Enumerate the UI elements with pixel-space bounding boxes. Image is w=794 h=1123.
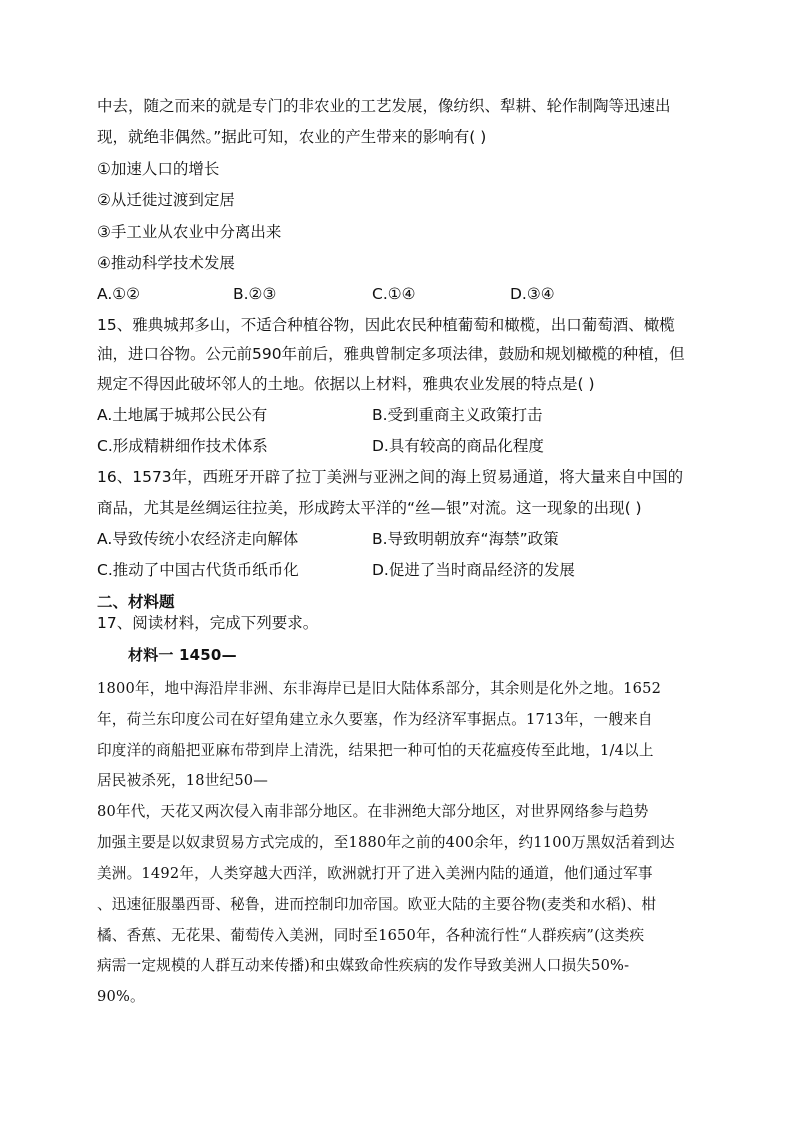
material-line-4: 居民被杀死，18世纪50— xyxy=(97,772,269,789)
q14-option-b[interactable]: B.②③ xyxy=(233,285,277,303)
material-line-5: 80年代，天花又两次侵入南非部分地区。在非洲绝大部分地区，对世界网络参与趋势 xyxy=(97,803,649,820)
q14-item-3: ③手工业从农业中分离出来 xyxy=(97,223,282,241)
q16-option-a[interactable]: A.导致传统小农经济走向解体 xyxy=(97,530,299,548)
q14-option-c[interactable]: C.①④ xyxy=(372,285,416,303)
material-line-3: 印度洋的商船把亚麻布带到岸上清洗，结果把一种可怕的天花瘟疫传至此地，1/4以上 xyxy=(97,742,654,759)
material-line-10: 病需一定规模的人群互动来传播)和虫媒致命性疾病的发作导致美洲人口损失50%- xyxy=(97,957,630,974)
q15-option-d[interactable]: D.具有较高的商品化程度 xyxy=(372,437,544,455)
q14-option-d[interactable]: D.③④ xyxy=(510,285,555,303)
q16-option-c[interactable]: C.推动了中国古代货币纸币化 xyxy=(97,561,299,579)
q16-option-b[interactable]: B.导致明朝放弃“海禁”政策 xyxy=(372,530,559,548)
material-line-8: 、迅速征服墨西哥、秘鲁，进而控制印加帝国。欧亚大陆的主要谷物(麦类和水稻)、柑 xyxy=(97,896,657,913)
material-line-7: 美洲。1492年，人类穿越大西洋，欧洲就打开了进入美洲内陆的通道，他们通过军事 xyxy=(97,865,653,882)
material-line-2: 年，荷兰东印度公司在好望角建立永久要塞，作为经济军事据点。1713年，一艘来自 xyxy=(97,711,653,728)
q15-option-a[interactable]: A.土地属于城邦公民公有 xyxy=(97,406,268,424)
material-line-9: 橘、香蕉、无花果、葡萄传入美洲，同时至1650年，各种流行性“人群疾病”(这类疾 xyxy=(97,927,645,944)
q15-stem-line-2: 油，进口谷物。公元前590年前后，雅典曾制定多项法律，鼓励和规划橄榄的种植，但 xyxy=(97,345,685,363)
q14-item-1: ①加速人口的增长 xyxy=(97,160,220,178)
q15-option-b[interactable]: B.受到重商主义政策打击 xyxy=(372,406,543,424)
material-label: 材料一 1450— xyxy=(128,646,237,664)
q14-stem-line-2: 现，就绝非偶然。”据此可知，农业的产生带来的影响有( ) xyxy=(97,128,487,146)
q15-option-c[interactable]: C.形成精耕细作技术体系 xyxy=(97,437,268,455)
q15-stem-line-3: 规定不得因此破坏邻人的土地。依据以上材料，雅典农业发展的特点是( ) xyxy=(97,375,595,393)
q16-option-d[interactable]: D.促进了当时商品经济的发展 xyxy=(372,561,575,579)
section-heading: 二、材料题 xyxy=(97,593,175,611)
q14-stem-line-1: 中去，随之而来的就是专门的非农业的工艺发展，像纺织、犁耕、轮作制陶等迅速出 xyxy=(97,97,671,115)
material-line-1: 1800年，地中海沿岸非洲、东非海岸已是旧大陆体系部分，其余则是化外之地。1652 xyxy=(97,680,662,697)
material-line-6: 加强主要是以奴隶贸易方式完成的，至1880年之前的400余年，约1100万黑奴活着到达 xyxy=(97,834,675,851)
q16-stem-line-2: 商品，尤其是丝绸运往拉美，形成跨太平洋的“丝—银”对流。这一现象的出现( ) xyxy=(97,499,642,517)
q14-item-2: ②从迁徙过渡到定居 xyxy=(97,191,235,209)
q14-option-a[interactable]: A.①② xyxy=(97,285,141,303)
q17-stem: 17、阅读材料，完成下列要求。 xyxy=(97,614,319,632)
material-line-11: 90%。 xyxy=(97,988,145,1005)
q15-stem-line-1: 15、雅典城邦多山，不适合种植谷物，因此农民种植葡萄和橄榄，出口葡萄酒、橄榄 xyxy=(97,316,675,334)
q16-stem-line-1: 16、1573年，西班牙开辟了拉丁美洲与亚洲之间的海上贸易通道，将大量来自中国的 xyxy=(97,468,684,486)
q14-item-4: ④推动科学技术发展 xyxy=(97,254,235,272)
